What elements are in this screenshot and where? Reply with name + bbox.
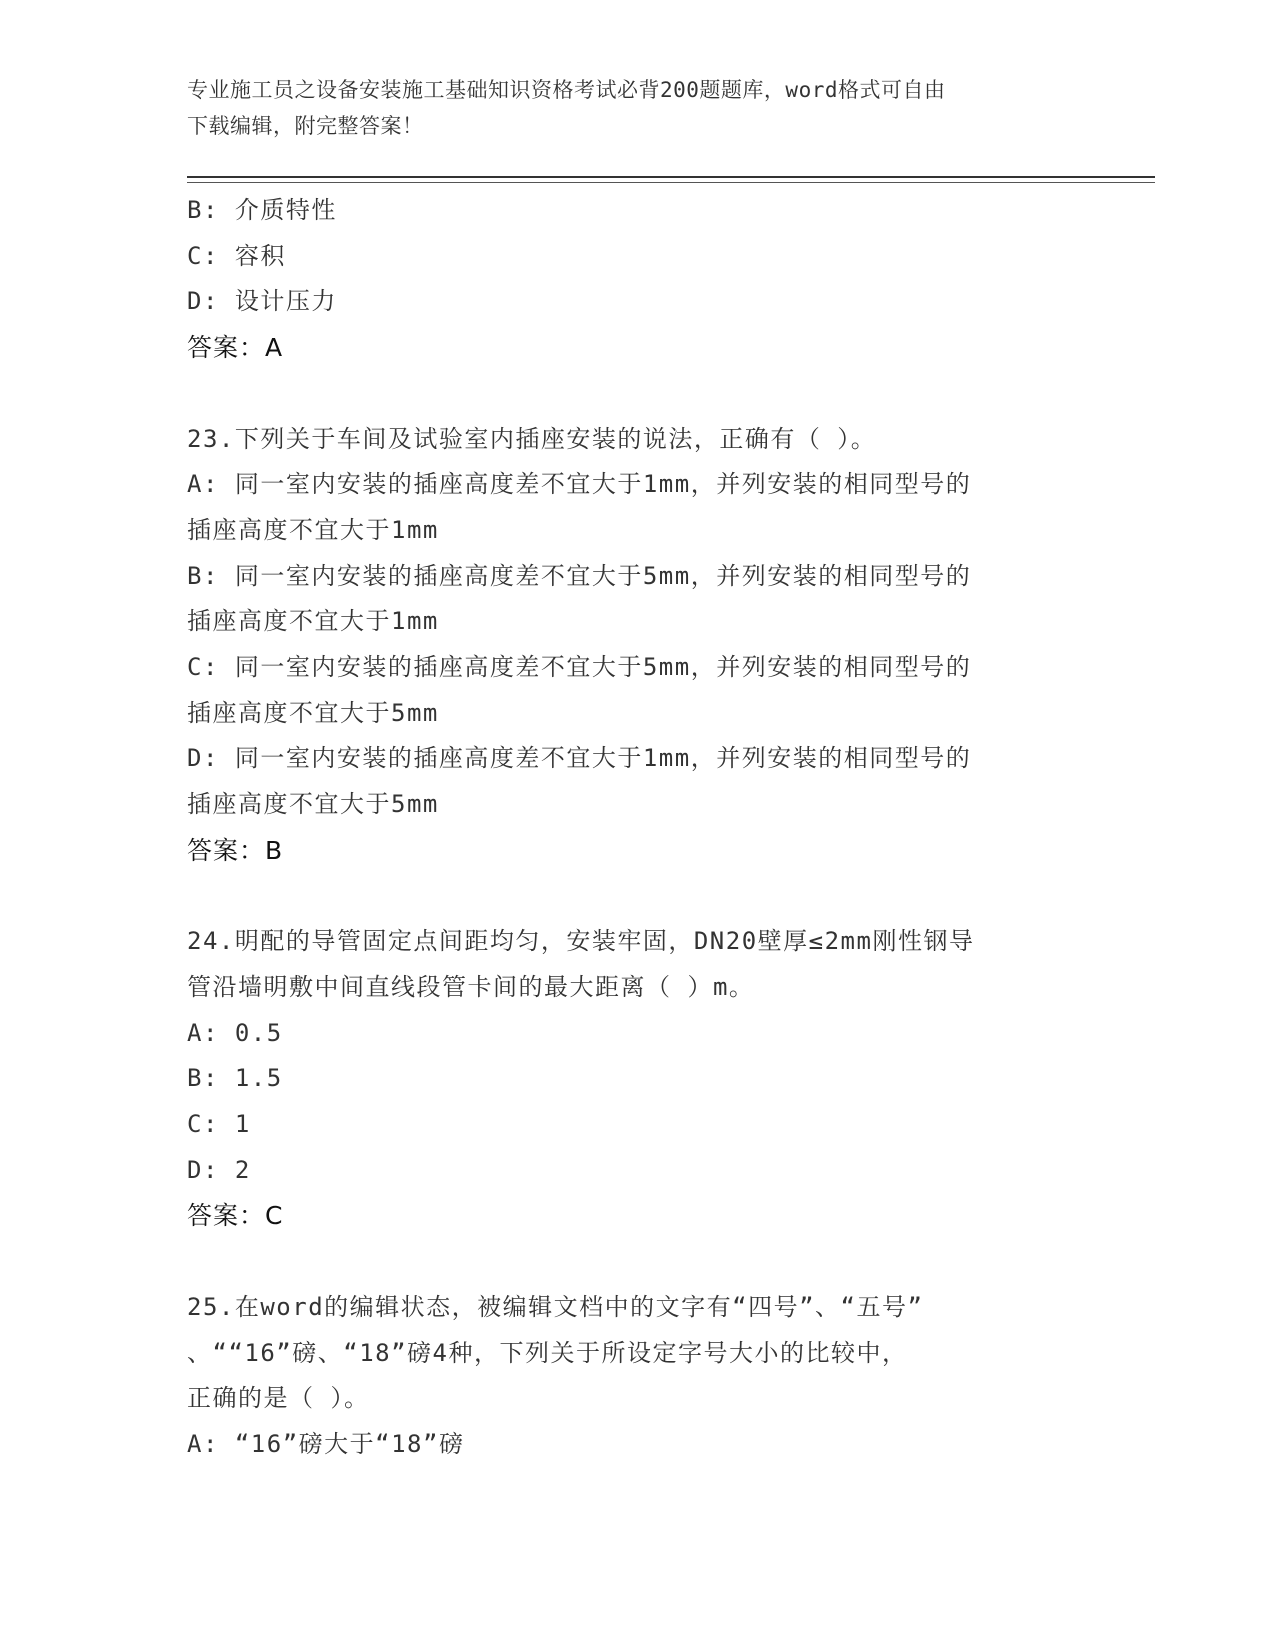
option-c: C: 1 bbox=[187, 1110, 251, 1139]
answer-label: 答案：A bbox=[187, 333, 284, 363]
document-header bbox=[187, 72, 1067, 144]
header-line-2: 下载编辑，附完整答案！ bbox=[187, 114, 424, 138]
option-d: D: 同一室内安装的插座高度差不宜大于1mm，并列安装的相同型号的 bbox=[187, 744, 972, 773]
option-c: C: 容积 bbox=[187, 241, 286, 270]
option-b: B: 同一室内安装的插座高度差不宜大于5mm，并列安装的相同型号的 bbox=[187, 561, 972, 590]
option-a: A: “16”磅大于“18”磅 bbox=[187, 1429, 465, 1458]
question-stem-cont: 管沿墙明敷中间直线段管卡间的最大距离（ ）m。 bbox=[187, 972, 755, 1001]
question-23 bbox=[187, 417, 1087, 874]
question-spacer bbox=[187, 371, 1087, 417]
answer-label: 答案：B bbox=[187, 835, 284, 865]
option-d: D: 设计压力 bbox=[187, 287, 337, 316]
question-spacer bbox=[187, 874, 1087, 920]
header-divider-thick bbox=[187, 176, 1155, 178]
question-spacer bbox=[187, 1239, 1087, 1285]
option-b: B: 1.5 bbox=[187, 1064, 283, 1093]
option-b-cont: 插座高度不宜大于1mm bbox=[187, 607, 439, 636]
option-d: D: 2 bbox=[187, 1155, 251, 1184]
question-stem: 23.下列关于车间及试验室内插座安装的说法，正确有（ ）。 bbox=[187, 424, 877, 453]
option-a: A: 0.5 bbox=[187, 1018, 283, 1047]
answer-label: 答案：C bbox=[187, 1201, 284, 1231]
option-c: C: 同一室内安装的插座高度差不宜大于5mm，并列安装的相同型号的 bbox=[187, 653, 972, 682]
question-stem: 24.明配的导管固定点间距均匀，安装牢固，DN20壁厚≤2mm刚性钢导 bbox=[187, 927, 975, 956]
option-a-cont: 插座高度不宜大于1mm bbox=[187, 515, 439, 544]
header-divider-thin bbox=[187, 182, 1155, 183]
header-line-1: 专业施工员之设备安装施工基础知识资格考试必背200题题库，word格式可自由 bbox=[187, 78, 946, 102]
question-25 bbox=[187, 1285, 1087, 1468]
option-c-cont: 插座高度不宜大于5mm bbox=[187, 698, 439, 727]
option-b: B: 介质特性 bbox=[187, 196, 337, 224]
question-stem: 25.在word的编辑状态，被编辑文档中的文字有“四号”、“五号” bbox=[187, 1292, 924, 1321]
question-22 bbox=[187, 188, 1087, 371]
question-list bbox=[187, 188, 1087, 1468]
option-d-cont: 插座高度不宜大于5mm bbox=[187, 790, 439, 819]
option-a: A: 同一室内安装的插座高度差不宜大于1mm，并列安装的相同型号的 bbox=[187, 470, 972, 499]
question-24 bbox=[187, 919, 1087, 1239]
question-stem-cont: 、““16”磅、“18”磅4种，下列关于所设定字号大小的比较中， bbox=[187, 1338, 908, 1367]
question-stem-cont: 正确的是（ ）。 bbox=[187, 1384, 370, 1413]
